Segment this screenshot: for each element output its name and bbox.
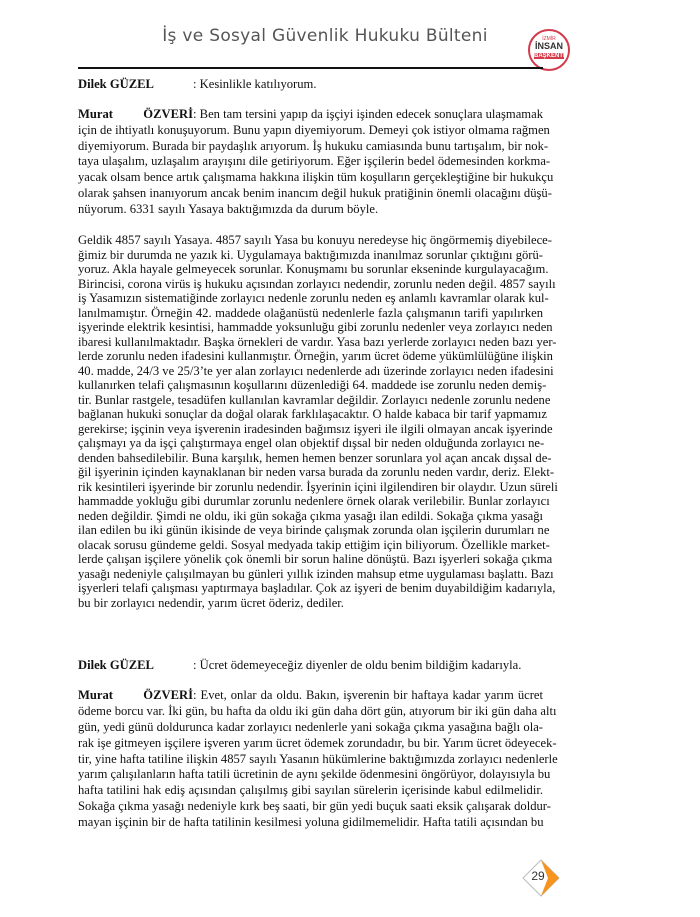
text-line — [78, 751, 558, 768]
line-text: lerde çalışan işçilere yönelik çok önemli bir sorun haline dönüştü. Bazı işyerleri sokağa çıkma — [78, 552, 553, 566]
page-number-badge — [521, 858, 561, 898]
line-text: işyerinde elektrik kesintisi, hammadde yoksunluğu gibi zorunlu nedenler veya zorlayıcı neden — [78, 320, 553, 334]
line-text: yoruz. Akla hayale gelmeyecek sorunlar. Konuşmamı bu sorunlar ekseninde kurgulayacağım. — [78, 262, 549, 276]
line-text: : Ücret ödemeyeceğiz diyenler de oldu benim bildiğim kadarıyla. — [193, 658, 522, 672]
text-line — [78, 334, 557, 350]
line-text: taya ulaşalım, uzlaşalım arayışını dile getiriyorum. Eğer işçilerin bedel ödemesinden korkma- — [78, 154, 551, 169]
text-line — [78, 363, 554, 379]
line-text: bu bir zorlayıcı nedendir, yarım ücret öderiz, dediler. — [78, 595, 344, 610]
paragraph — [78, 233, 558, 610]
line-text: tir, yine hafta tatiline ilişkin 4857 sayılı Yasanın hükümlerine baktığımızda zorlayıcı nedenlerle — [78, 751, 558, 766]
line-text: ğimiz bir durumda ne yazık ki. Uygulamaya baktığımızda inanılmaz sorunlar çıktığını görü- — [78, 247, 543, 262]
text-line — [78, 537, 550, 553]
line-text: yarım çalışılanların hafta tatili ücretinin de aynı şekilde ödenmesini öngörüyor, dolayısıyla bu — [78, 767, 551, 782]
dialogue-entry — [78, 107, 554, 218]
text-line — [78, 450, 552, 466]
text-line — [78, 407, 547, 422]
text-line — [78, 138, 549, 155]
line-text: denden bahsedilebilir. Buna karşılık, hemen hemen benzer sorunlara yol açan ancak dışsal de- — [78, 450, 552, 465]
line-text: nüyorum. 6331 sayılı Yasaya baktığımızda da durum böyle. — [78, 201, 379, 216]
text-line — [78, 658, 543, 673]
line-text: gün, yedi günü doldurunca kadar zorlayıcı nedenlerle yani sokağa çıkma yasağına bağlı ola- — [78, 719, 543, 734]
speaker-name: Dilek GÜZEL — [78, 77, 154, 91]
text-line — [78, 581, 556, 596]
line-text: gerekirse; işçinin veya işverenin iradesinden bağımsız işyeri ile ilgili olmayan ancak işyerinde — [78, 421, 553, 436]
text-line — [78, 349, 553, 364]
text-line — [78, 262, 549, 277]
text-line — [78, 465, 555, 480]
line-text: yacak olsam bence artık çalışmama hakkına ilişkin tüm koşulların gerçekleştiğine bir hukukçu — [78, 170, 554, 185]
line-text: iş Yasamızın sistematiğinde zorlayıcı nedenle zorunlu neden eş anlamlı kavramlar olarak kul- — [78, 291, 549, 305]
line-text: 40. madde, 24/3 ve 25/3’te yer alan zorlayıcı nedenlerde adı üzerinde zorlayıcı neden ifadesini — [78, 363, 554, 378]
line-text: ilan edilen bu iki günün ikisinde de veya birinde çalışmak zorunda olan işçilerin durumları ne — [78, 523, 550, 537]
text-line — [78, 77, 543, 92]
line-text: ğil işyerinin içinden kaynaklanan bir neden varsa burada da zorunlu neden vardır, deriz. Elekt- — [78, 465, 555, 479]
text-line — [78, 566, 554, 582]
text-line — [78, 735, 557, 752]
text-line — [78, 185, 552, 202]
bulletin-title: İş ve Sosyal Güvenlik Hukuku Bülteni — [162, 26, 488, 46]
logo-text: İNSAN — [534, 41, 563, 51]
line-text: Birincisi, corona virüs iş hukuku açısından zorlayıcı nedendir, zorunlu neden değil. 4857 sayılı — [78, 276, 556, 291]
text-line — [78, 552, 553, 567]
line-text: çalışmayı ya da işçi çalıştırmaya engel olan objektif dışsal bir neden olduğunda zorlayıcı ne- — [78, 436, 545, 450]
text-line — [78, 523, 550, 538]
dialogue-entry — [78, 658, 543, 673]
text-line — [78, 291, 549, 306]
line-text: işyerleri telafi çalışması yaptırmaya başladılar. Çok az işyeri de benim duyabildiğim kadarıyla, — [78, 581, 556, 595]
line-text: ödeme borcu var. İki gün, bu hafta da oldu iki gün daha dört gün, atıyorum bir iki gün daha altı — [78, 703, 557, 718]
text-line — [78, 378, 547, 393]
text-line — [78, 306, 543, 321]
line-text: olarak şahsen inanıyorum ancak benim inancım değil hukuk pratiğinin önemli olacağını düşü- — [78, 185, 552, 200]
text-line — [78, 494, 550, 509]
logo-text: İZMİR — [542, 36, 556, 42]
page-number: 29 — [531, 869, 545, 883]
text-line — [78, 479, 558, 495]
text-line — [78, 509, 543, 524]
logo-text: BAŞKENTİ — [534, 53, 565, 59]
text-line — [78, 688, 543, 704]
text-line — [78, 276, 556, 292]
text-line — [78, 799, 551, 815]
text-line — [78, 233, 552, 248]
text-line — [78, 154, 551, 170]
line-text: yasağı nedeniyle çalışılmayan bu günleri yıllık izinden mahsup etme uygulaması başlattı. Bazı — [78, 566, 554, 581]
line-text: rak işe gitmeyen işçilere işveren yarım ücret ödemek zorundadır, bu bir. Yarım ücret ödeyecek- — [78, 735, 557, 750]
line-text: diyemiyorum. Burada bir paydaşlık arıyorum. İş hukuku camiasında bunu tartışalım, bir nok- — [78, 138, 549, 153]
speaker-name: Dilek GÜZEL — [78, 658, 154, 672]
line-text: : Ben tam tersini yapıp da işçiyi işinden edecek sonuçlara ulaşmamak — [193, 107, 543, 121]
line-text: hammadde yokluğu gibi durumlar zorunlu nedenlere örnek olarak verilebilir. Bunlar zorlayıcı — [78, 494, 550, 508]
line-text: tir. Bunlar rastgele, tesadüfen kullanılan kavramlar değildir. Zorlayıcı nedenle zorunlu nedene — [78, 392, 551, 407]
text-line — [78, 783, 543, 799]
line-text: kullanırken telafi çalışmasının koşullarını düzenlediği 64. maddede ise zorunlu neden demiş- — [78, 378, 547, 392]
line-text: hafta tatilini hak ediş açısından çalışılmış gibi sayılan sürelerin içerisinde kabul edilmelidir. — [78, 783, 543, 798]
speaker-name: Murat ÖZVERİ — [78, 107, 193, 121]
line-text: rik kesintileri işyerinde bir zorunlu nedendir. İşyerinin içini ilgilendiren bir olaydır. Uzun süreli — [78, 479, 558, 494]
line-text: Geldik 4857 sayılı Yasaya. 4857 sayılı Yasa bu konuyu neredeyse hiç öngörmemiş diyebilece- — [78, 233, 552, 247]
text-line — [78, 596, 543, 611]
line-text: : Kesinlikle katılıyorum. — [193, 77, 317, 91]
dialogue-entry — [78, 77, 543, 92]
text-line — [78, 436, 543, 451]
line-text: bağlanan hukuki sonuçlar da doğal olarak farklılaşacaktır. O halde kabaca bir tarif yapmamız — [78, 407, 547, 421]
text-line — [78, 202, 543, 218]
line-text: lerde zorunlu neden ifadesini kullanmıştır. Örneğin, yarım ücret ödeme yükümlülüğüne ilişkin — [78, 349, 553, 363]
line-text: olacak sorusu gündeme geldi. Sosyal medyada takip ettiğim için biliyorum. Özellikle market- — [78, 537, 550, 552]
text-line — [78, 122, 550, 139]
text-line — [78, 107, 543, 123]
text-line — [78, 392, 551, 408]
text-line — [78, 421, 553, 437]
text-line — [78, 170, 554, 186]
line-text: : Evet, onlar da oldu. Bakın, işverenin bir haftaya kadar yarım ücret — [193, 688, 543, 702]
line-text: için de ihtiyatlı konuşuyorum. Bunu yapın diyemiyorum. Demeyi çok istiyor olmama rağmen — [78, 122, 550, 137]
text-line — [78, 815, 543, 831]
text-line — [78, 248, 543, 263]
line-text: neden değildir. Şimdi ne oldu, iki gün sokağa çıkma yasağı ilan edildi. Sokağa çıkma yasağı — [78, 508, 543, 523]
text-line — [78, 767, 551, 783]
header-rule — [78, 67, 543, 69]
text-line — [78, 320, 553, 335]
izmir-logo — [528, 29, 570, 71]
dialogue-entry — [78, 688, 558, 831]
speaker-name: Murat ÖZVERİ — [78, 688, 193, 702]
text-line — [78, 703, 557, 720]
line-text: mayan işçinin bir de hafta tatilinin kesilmesi yoluna gidilmemelidir. Hafta tatili açısından bu — [78, 815, 544, 830]
line-text: lanılmamıştır. Örneğin 42. maddede olağanüstü nedenlerle fazla çalışmanın tarifi yapılırken — [78, 305, 543, 320]
line-text: ibaresi kullanılmaktadır. Başka örnekleri de vardır. Yasa bazı yerlerde zorlayıcı neden bazı yer- — [78, 334, 557, 349]
text-line — [78, 720, 543, 736]
line-text: Sokağa çıkma yasağı nedeniyle kırk beş saati, bir gün yedi buçuk saati eksik çalışarak doldur- — [78, 799, 551, 814]
